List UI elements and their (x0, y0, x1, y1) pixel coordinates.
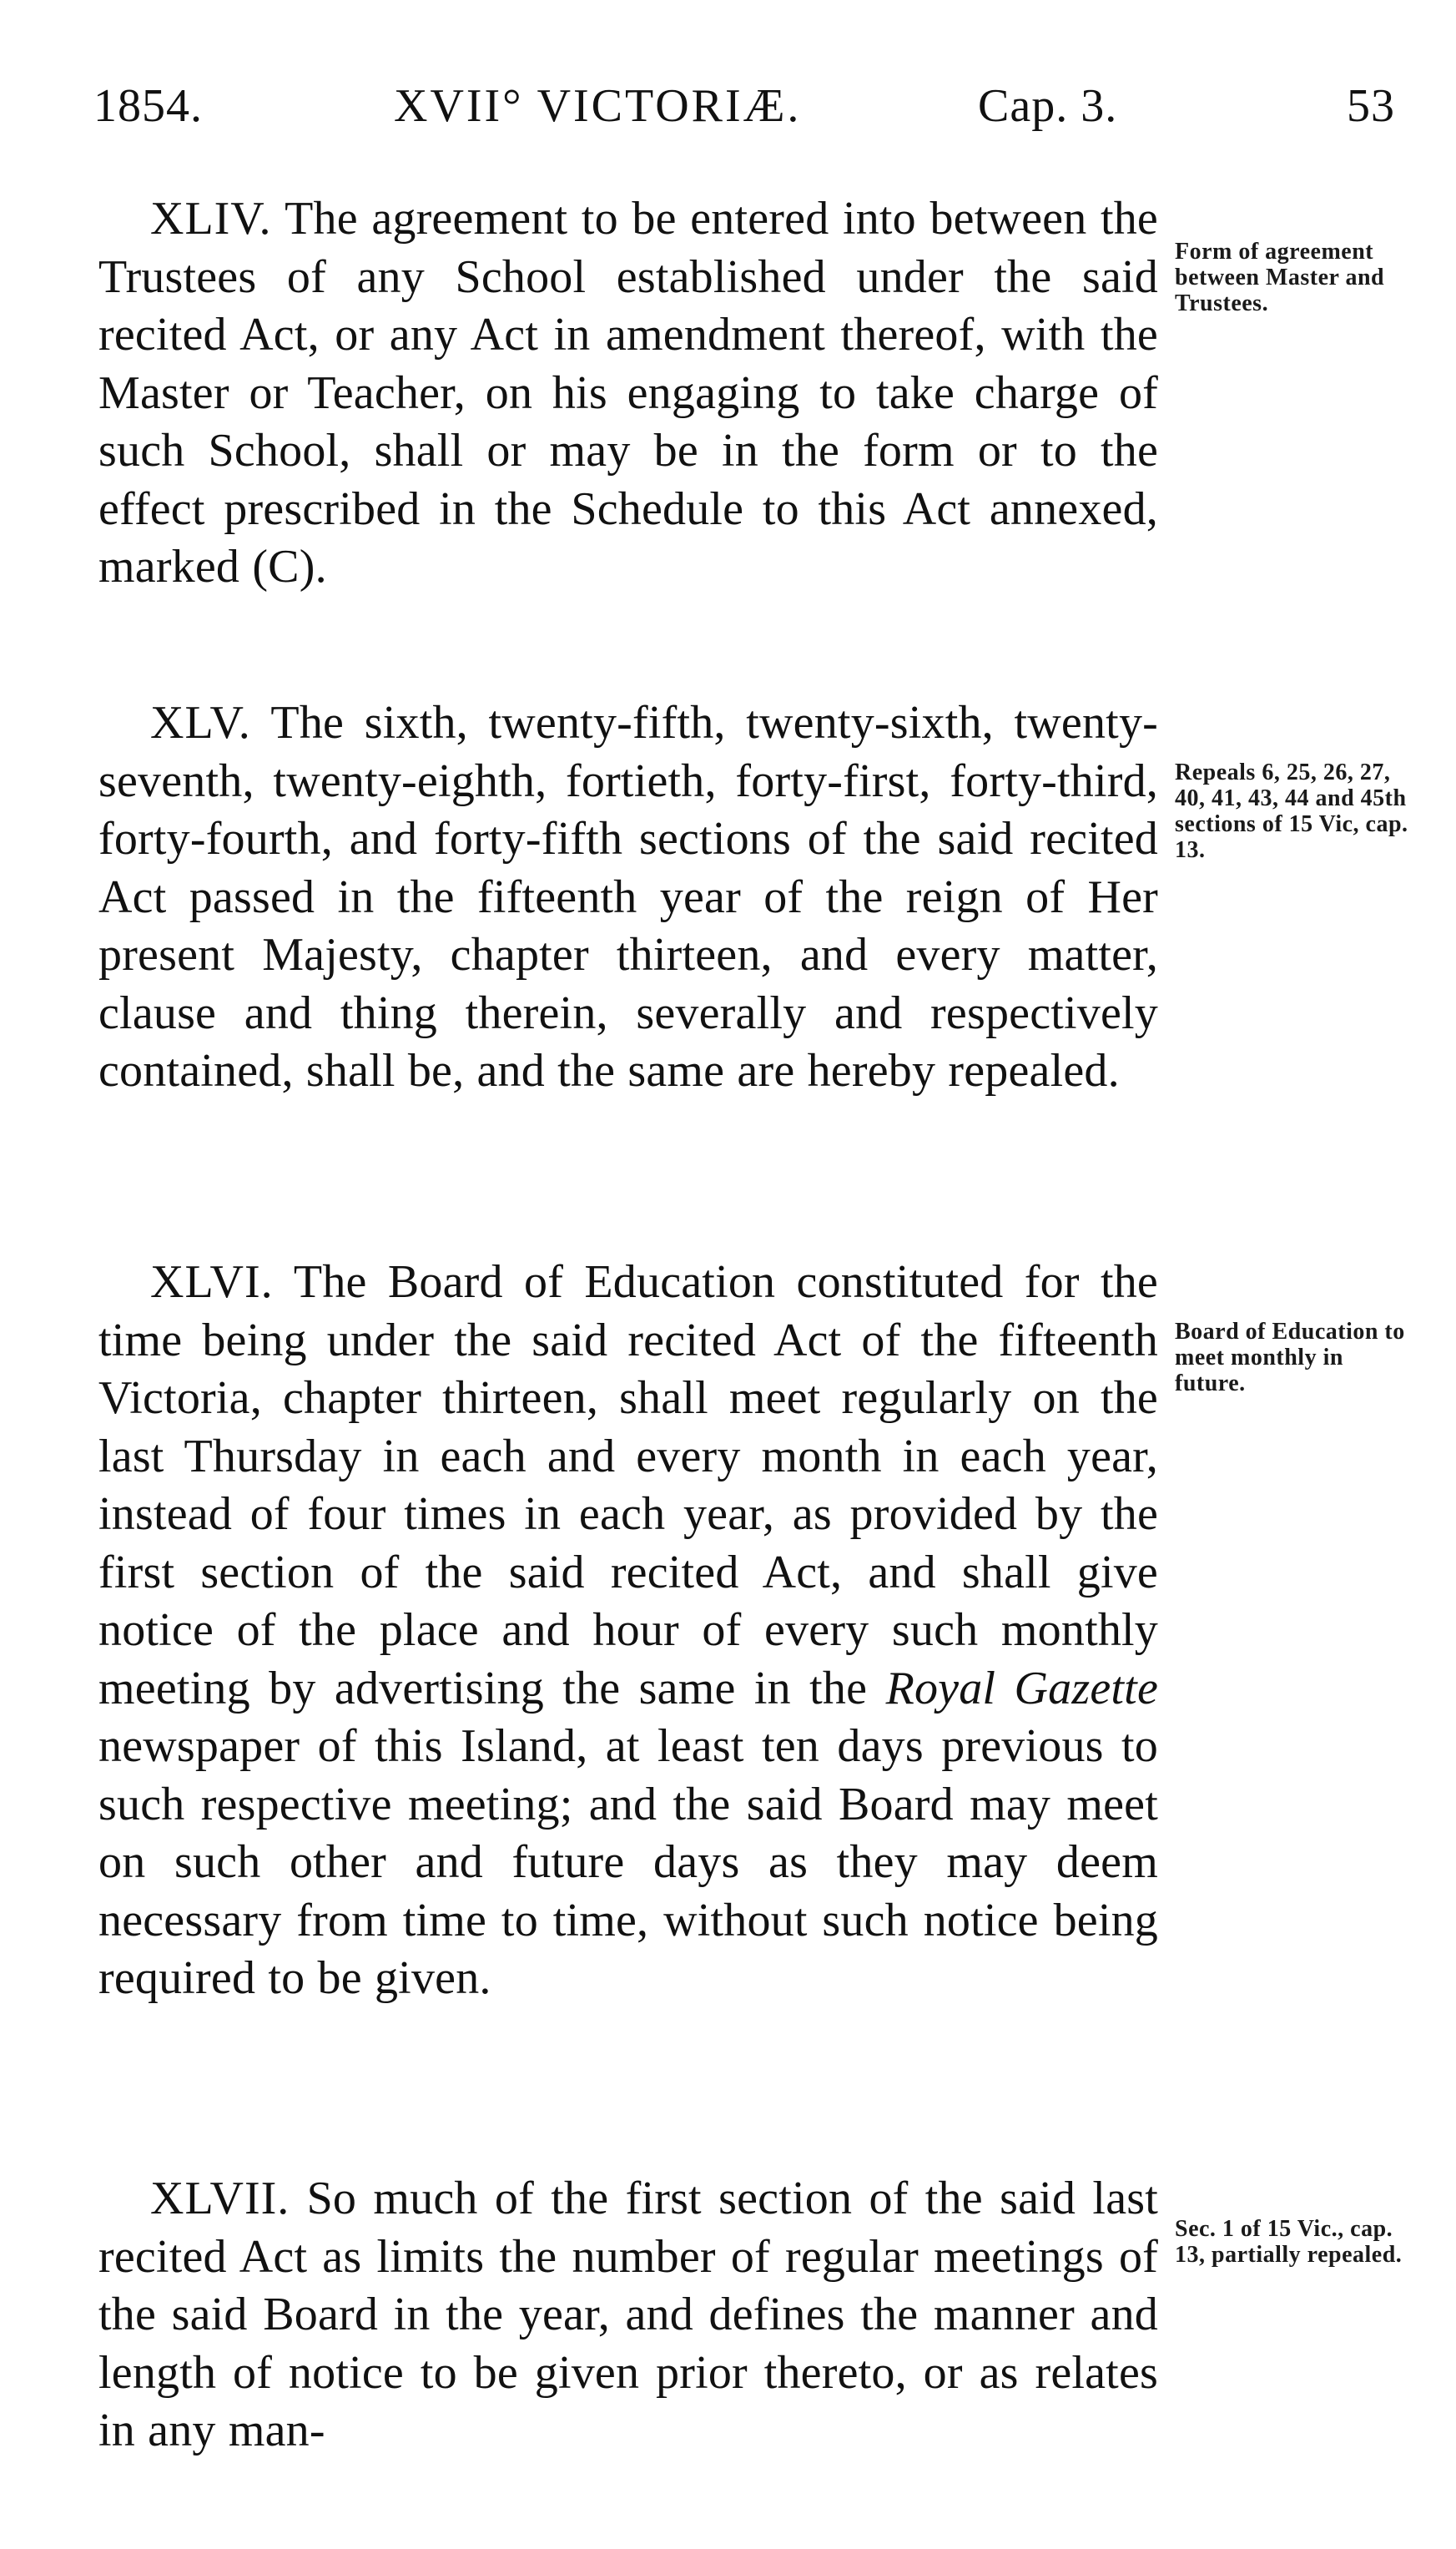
section-number: XLIV. (150, 193, 272, 245)
section-text: So much of the first section of the said last recited Act as limits the number of regular meetings of the said Board in the year, and defines the manner and length of notice to be given prior thereto, or as relates in any man- (98, 2173, 1159, 2456)
page-number: 53 (1347, 80, 1395, 132)
newspaper-title: Royal Gazette (885, 1662, 1159, 1714)
section-number: XLVII. (150, 2173, 290, 2224)
section-xlvi (98, 1254, 1158, 2008)
header-year: 1854. (93, 80, 203, 132)
section-xlvii (98, 2170, 1158, 2461)
margin-note-xlvii: Sec. 1 of 15 Vic., cap. 13, partially repealed. (1175, 2216, 1403, 2268)
margin-note-xlv: Repeals 6, 25, 26, 27, 40, 41, 43, 44 and 45th sections of 15 Vic, cap. 13. (1175, 760, 1408, 863)
section-xliv (98, 190, 1158, 597)
header-reign: XVII° VICTORIÆ. (394, 80, 802, 132)
section-number: XLV. (150, 697, 251, 749)
section-number: XLVI. (150, 1256, 274, 1308)
running-header (93, 77, 1395, 135)
header-chapter: Cap. 3. (978, 80, 1118, 132)
section-text-continued: newspaper of this Island, at least ten days previous to such respective meeting; and the said Board may meet on such other and future days as they may deem necessary from time to time, without such notice being required to be given. (98, 1720, 1158, 2004)
section-text: The agreement to be entered into between the Trustees of any School established under the said recited Act, or any Act in amendment thereof, with the Master or Teacher, on his engaging to take charge of such School, shall or may be in the form or to the effect prescribed in the Schedule to this Act annexed, marked (C). (98, 193, 1158, 593)
section-xlv (98, 694, 1158, 1101)
margin-note-xlvi: Board of Education to meet monthly in future. (1175, 1319, 1405, 1396)
section-text: The Board of Education constituted for the time being under the said recited Act of the fifteenth Victoria, chapter thirteen, shall meet regularly on the last Thursday in each and every month in each year, instead of four times in each year, as provided by the first section of the said recited Act, and shall give notice of the place and hour of every such monthly meeting by advertising the same in the (98, 1256, 1158, 1714)
section-text: The sixth, twenty-fifth, twenty-sixth, twenty-seventh, twenty-eighth, fortieth, forty-first, forty-third, forty-fourth, and forty-fifth sections of the said recited Act passed in the fifteenth year of the reign of Her present Majesty, chapter thirteen, and every matter, clause and thing therein, severally and respectively contained, shall be, and the same are hereby repealed. (98, 697, 1158, 1097)
margin-note-xliv: Form of agreement between Master and Trustees. (1175, 239, 1385, 316)
